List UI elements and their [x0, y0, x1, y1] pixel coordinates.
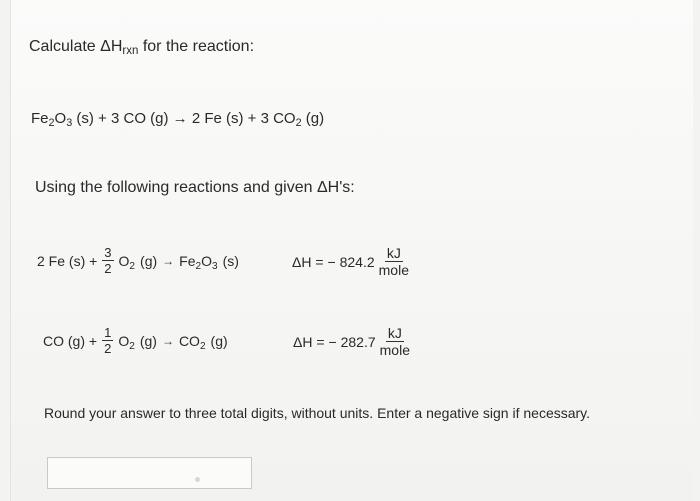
arrow-icon: →	[162, 253, 175, 268]
reaction-1-o2-state: (g)	[140, 252, 158, 269]
instruction-text: Using the following reactions and given ΔH's:	[35, 179, 355, 196]
reaction-1-coefficient	[102, 246, 113, 275]
question-subscript: rxn	[122, 45, 139, 58]
unit-num: kJ	[387, 325, 402, 341]
reaction-2-product	[178, 332, 206, 352]
reaction-2-o2-state: (g)	[139, 332, 157, 349]
question-suffix: for the reaction:	[138, 38, 255, 55]
product-sub: 3	[212, 260, 218, 272]
target-sub: 3	[66, 117, 73, 130]
dh-value: − 824.2	[327, 253, 375, 270]
target-reaction	[31, 110, 325, 130]
target-sub: 2	[295, 117, 302, 130]
coef-num: 1	[104, 325, 112, 340]
reaction-2-o2	[118, 332, 135, 352]
reaction-2-coefficient	[102, 326, 113, 355]
o2-sub: 2	[129, 260, 136, 272]
target-part: O	[54, 110, 67, 127]
o2-symbol: O	[118, 252, 130, 269]
target-part: (g)	[301, 110, 325, 127]
product-symbol: O	[201, 252, 212, 269]
product-sub: 2	[195, 260, 202, 272]
question-text	[29, 38, 254, 56]
input-dot-icon	[195, 477, 200, 482]
reaction-2-product-state: (g)	[210, 332, 228, 349]
dh-label: ΔH =	[292, 253, 324, 270]
reaction-2-lhs: CO (g) +	[43, 332, 98, 349]
o2-sub: 2	[129, 340, 135, 352]
round-instruction: Round your answer to three total digits, without units. Enter a negative sign if necessary.	[44, 405, 591, 421]
question-prefix: Calculate ΔH	[29, 38, 123, 55]
target-part: (s) + 3 CO (g) → 2 Fe (s) + 3 CO	[72, 110, 296, 127]
reaction-2	[43, 326, 228, 355]
reaction-1	[37, 246, 239, 275]
dh-value: − 282.7	[328, 333, 376, 350]
dh-label: ΔH =	[293, 333, 325, 350]
reaction-1-product-state: (s)	[222, 252, 239, 269]
target-sub: 2	[48, 117, 55, 130]
dh-unit	[380, 326, 410, 357]
reaction-1-o2	[118, 252, 136, 272]
reaction-2-enthalpy	[293, 326, 410, 357]
product-sub: 2	[199, 340, 206, 352]
coef-den: 2	[104, 261, 112, 276]
reaction-1-product	[179, 252, 218, 272]
target-part: Fe	[31, 110, 49, 127]
product-symbol: Fe	[179, 252, 196, 269]
coef-den: 2	[104, 341, 112, 356]
unit-num: kJ	[386, 245, 401, 261]
unit-den: mole	[378, 262, 409, 278]
reaction-1-enthalpy	[292, 246, 409, 277]
o2-symbol: O	[118, 332, 130, 349]
product-symbol: CO	[178, 332, 200, 349]
coef-num: 3	[104, 245, 112, 260]
answer-input[interactable]	[47, 457, 252, 489]
unit-den: mole	[379, 342, 410, 358]
dh-unit	[379, 246, 409, 277]
reaction-1-lhs: 2 Fe (s) +	[37, 252, 98, 269]
arrow-icon: →	[161, 333, 174, 348]
